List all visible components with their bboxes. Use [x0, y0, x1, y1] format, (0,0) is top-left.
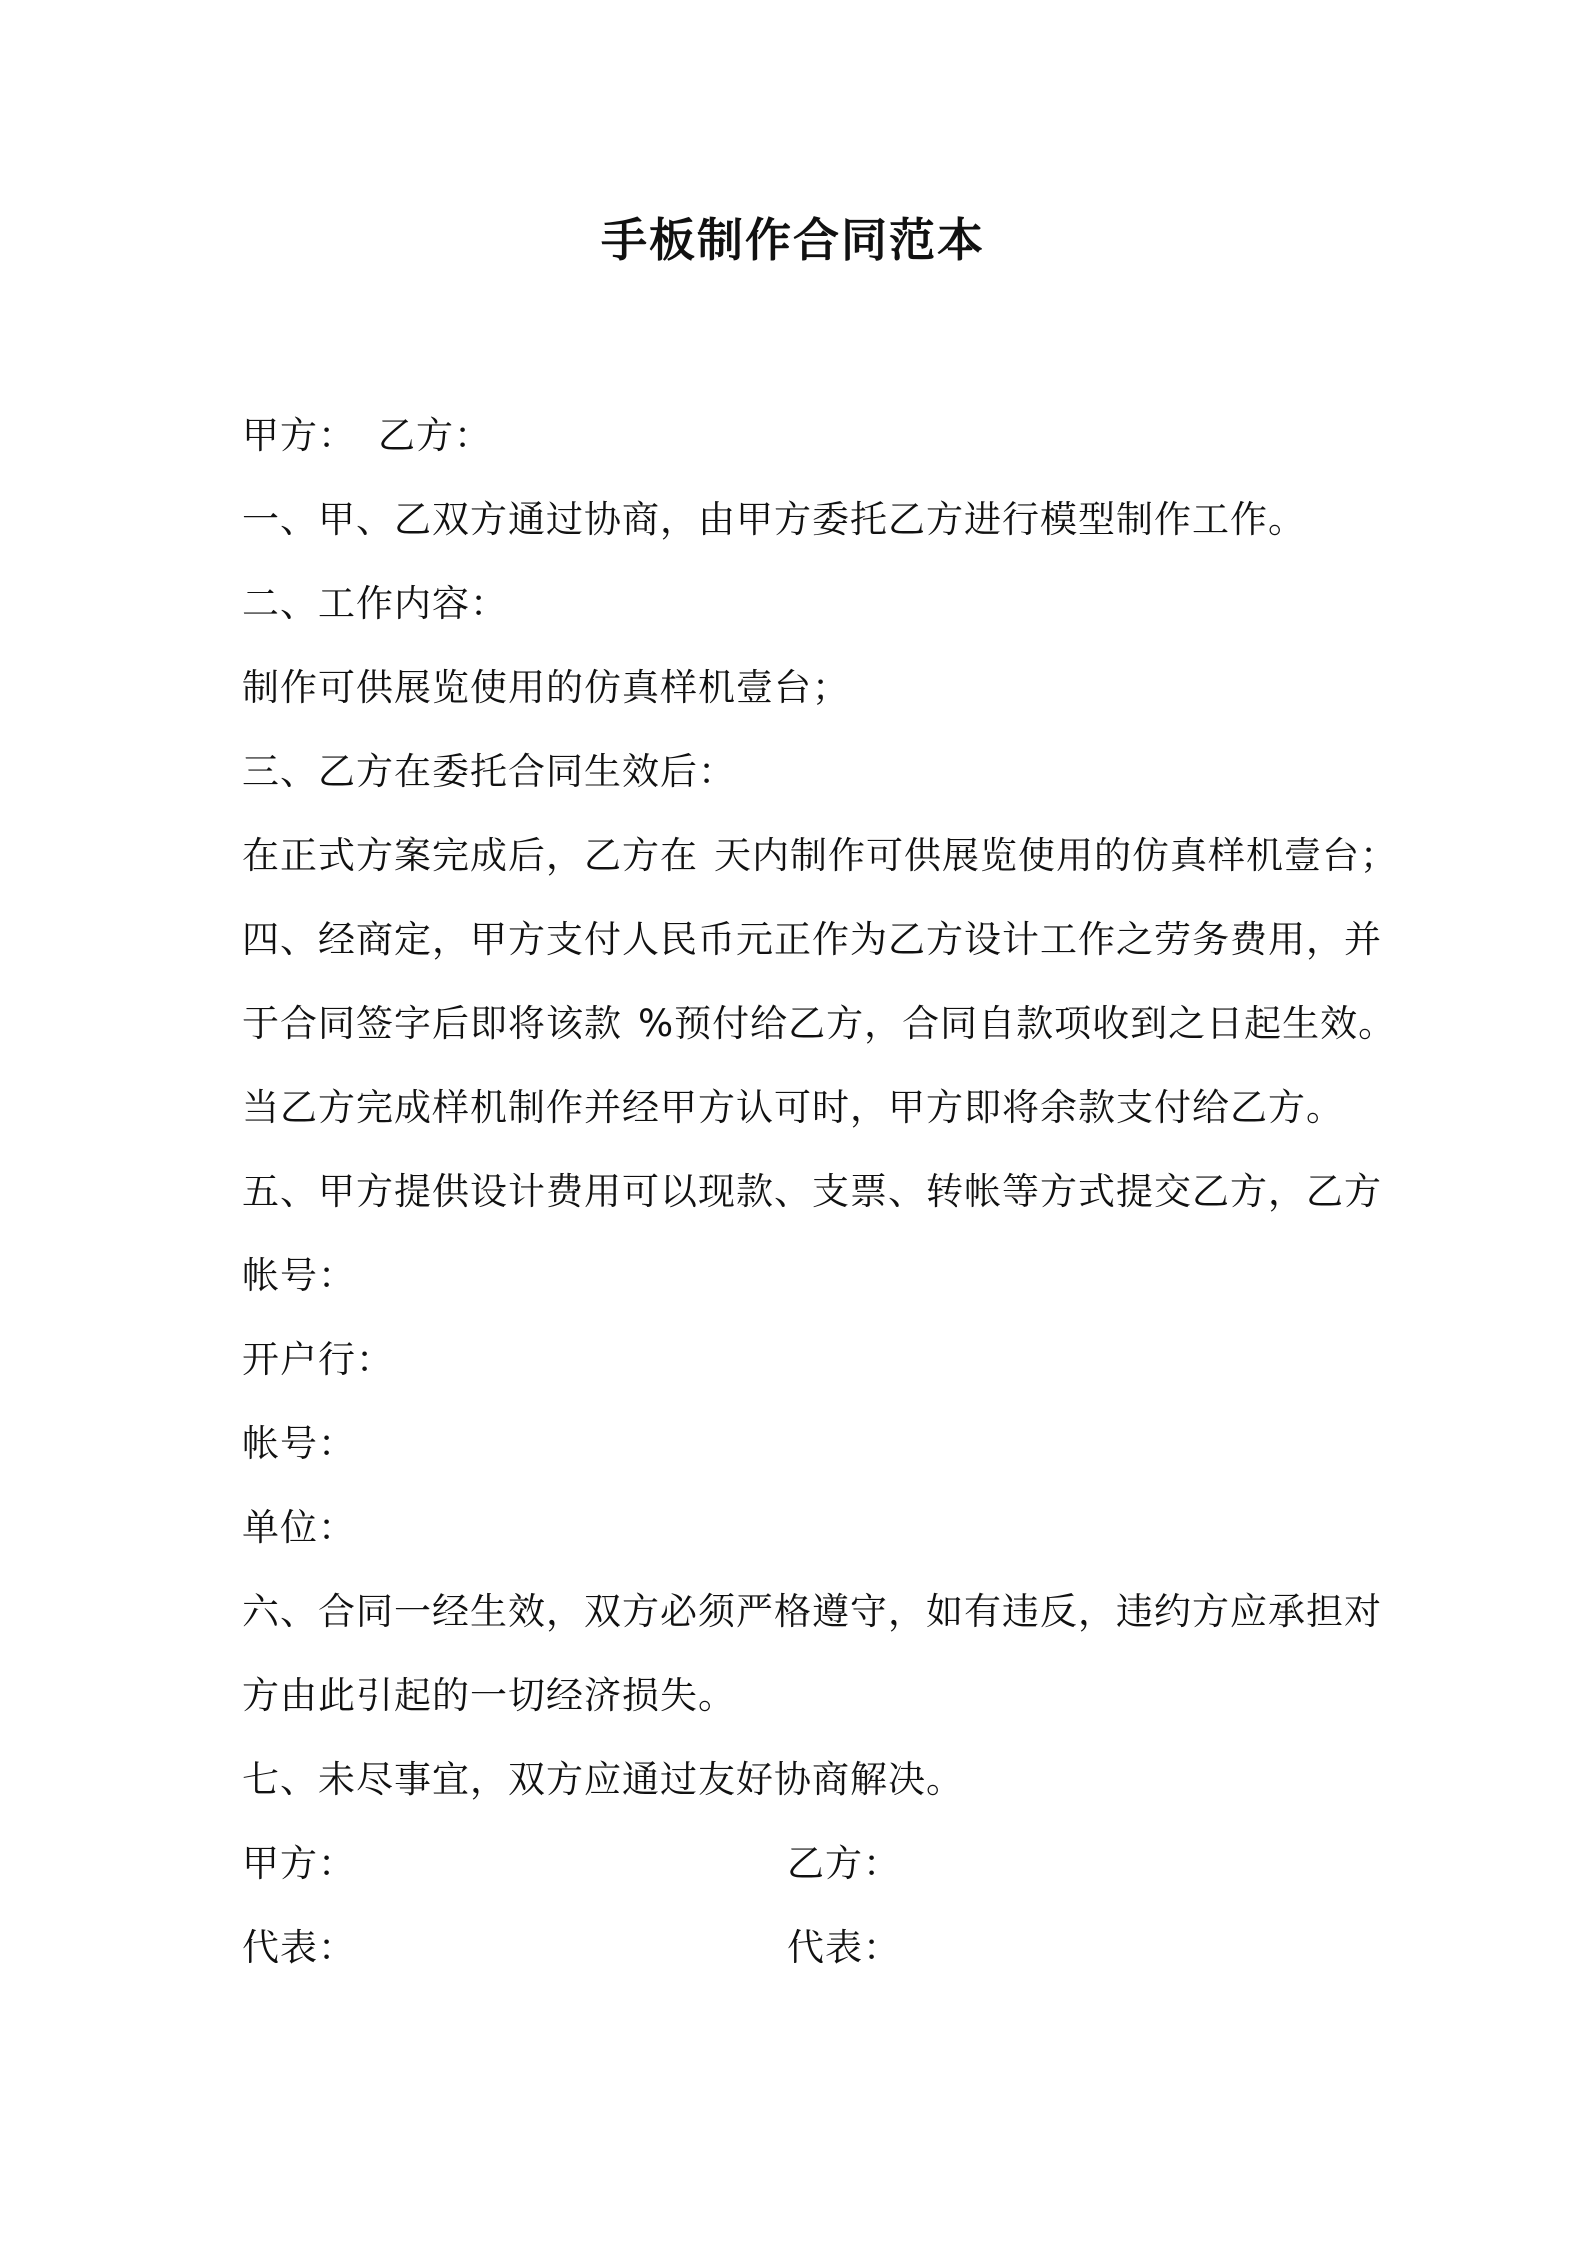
clause-1: 一、甲、乙双方通过协商，由甲方委托乙方进行模型制作工作。 [242, 498, 1306, 541]
clause-3-content-after: 天内制作可供展览使用的仿真样机壹台； [714, 834, 1398, 877]
signature-party-row [242, 1836, 1372, 1920]
bank-label: 开户行： [242, 1338, 394, 1381]
clause-7: 七、未尽事宜，双方应通过友好协商解决。 [242, 1758, 964, 1801]
parties-line [242, 408, 1372, 492]
clause-3-content [242, 828, 1398, 912]
account-number-label-2: 帐号： [242, 1422, 356, 1465]
signature-rep-row [242, 1920, 1372, 2004]
party-a-header: 甲方： [242, 414, 356, 457]
clause-4-line-1: 四、经商定，甲方支付人民币元正作为乙方设计工作之劳务费用，并 [242, 918, 1382, 961]
clause-6-line-1: 六、合同一经生效，双方必须严格遵守，如有违反，违约方应承担对 [242, 1590, 1382, 1633]
party-b-header: 乙方： [378, 414, 492, 457]
signature-party-b: 乙方： [787, 1842, 901, 1885]
clause-2-heading: 二、工作内容： [242, 582, 508, 625]
document-title: 手板制作合同范本 [601, 213, 985, 267]
contract-body [242, 408, 1398, 2004]
unit-label: 单位： [242, 1506, 356, 1549]
account-number-label: 帐号： [242, 1254, 356, 1297]
clause-4-line-3: 当乙方完成样机制作并经甲方认可时，甲方即将余款支付给乙方。 [242, 1086, 1344, 1129]
clause-6-line-2: 方由此引起的一切经济损失。 [242, 1674, 736, 1717]
clause-3-content-before: 在正式方案完成后，乙方在 [242, 834, 698, 877]
signature-rep-a: 代表： [242, 1926, 356, 1969]
clause-4-line-2-before: 于合同签字后即将该款 [242, 1002, 622, 1045]
clause-3-heading: 三、乙方在委托合同生效后： [242, 750, 736, 793]
clause-4-line-2 [242, 996, 1397, 1080]
signature-rep-b: 代表： [787, 1926, 901, 1969]
clause-4-line-2-after: %预付给乙方，合同自款项收到之日起生效。 [638, 1002, 1397, 1045]
clause-5: 五、甲方提供设计费用可以现款、支票、转帐等方式提交乙方，乙方 [242, 1170, 1382, 1213]
signature-party-a: 甲方： [242, 1842, 356, 1885]
clause-2-content: 制作可供展览使用的仿真样机壹台； [242, 666, 850, 709]
